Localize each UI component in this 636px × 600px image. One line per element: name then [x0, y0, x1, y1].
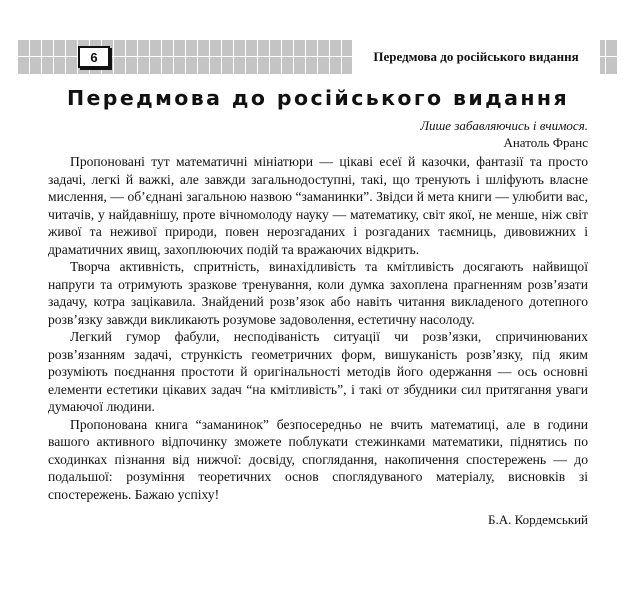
body-text — [48, 153, 588, 503]
paragraph: Пропоновані тут математичні мініатюри — цікаві есеї й казочки, фантазії та просто задачі, легкі й важкі, але завжди загальнодоступні, такі, що тренують і шліфують власне мислення, — об’єднані загальною назвою “заманинки”. Звідси й мета книги — улюбити вас, читачів, у найдавнішу, проте вічномолоду науку — математику, світ якої, не менше, ніж світ живої та неживої природи, повен нерозгаданих і розгаданих таємниць, дивовижних і драматичних явищ, захоплюючих подій та вражаючих відкрить. — [48, 154, 588, 257]
signature: Б.А. Кордемський — [488, 512, 588, 527]
paragraph: Легкий гумор фабули, несподіваність ситуації чи розв’язки, спричинюваних розв’язанням задачі, стрункість геометричних форм, вишуканість розв’язку, під яким розуміють поєднання простоти й оригінальності методів його одержання — ось основні елементи естетики цікавих задач “на кмітливість”, і такі от збудники сил притягання уваги думаючої людини. — [48, 329, 588, 414]
page-number: 6 — [78, 46, 110, 68]
epigraph-author: Анатоль Франс — [503, 135, 588, 150]
paragraph: Творча активність, спритність, винахідливість та кмітливість досягають найвищої напруги та отримують зразкове тренування, коли думка захоплена прагненням розв’язати задачу, котра зацікавила. Знайдений розв’язок або навіть читання викладеного дотепного розв’язку завжди викликають розумове задоволення, естетичну насолоду. — [48, 259, 588, 327]
paragraph: Пропонована книга “заманинок” безпосередньо не вчить математиці, але в години вашого активного відпочинку зможете поблукати стежинками математики, піднятись по сходинках пізнання від нижчої: досвіду, споглядання, накопичення спостережень — до подальшої: розуміння теоретичних основ споглядуваного матеріалу, висновків зі спостережень. Бажаю успіху! — [48, 416, 588, 502]
running-head: Передмова до російського видання — [352, 40, 600, 74]
page-title: Передмова до російського видання — [66, 86, 570, 110]
epigraph-quote: Лише забавляючись і вчимося. — [420, 118, 588, 133]
epigraph — [420, 117, 588, 151]
